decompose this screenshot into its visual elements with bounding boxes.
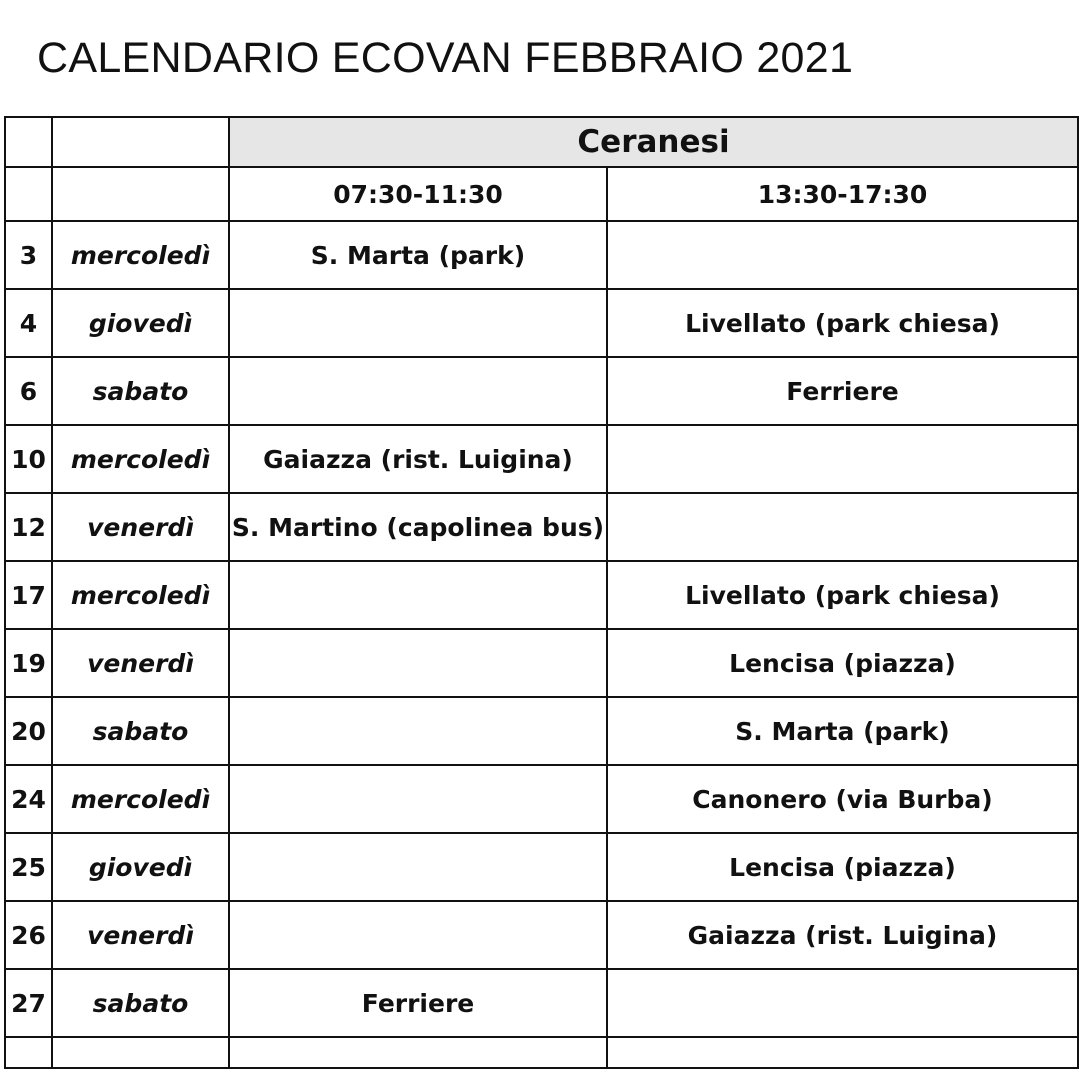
table-row: [5, 765, 1078, 833]
day-number: 6: [5, 357, 52, 425]
afternoon-location: [607, 425, 1078, 493]
header-row-slots: [5, 167, 1078, 221]
table-row: [5, 357, 1078, 425]
empty-cell: [52, 1037, 229, 1068]
weekday: venerdì: [52, 493, 229, 561]
morning-location: [229, 765, 607, 833]
day-number: 19: [5, 629, 52, 697]
morning-location: [229, 561, 607, 629]
weekday: sabato: [52, 357, 229, 425]
morning-location: Ferriere: [229, 969, 607, 1037]
header-empty-cell: [52, 117, 229, 167]
table-row: [5, 901, 1078, 969]
header-row-region: [5, 117, 1078, 167]
morning-location: Gaiazza (rist. Luigina): [229, 425, 607, 493]
slot-header-afternoon: 13:30-17:30: [607, 167, 1078, 221]
schedule-table: [4, 116, 1079, 1069]
day-number: 4: [5, 289, 52, 357]
afternoon-location: Livellato (park chiesa): [607, 289, 1078, 357]
weekday: sabato: [52, 697, 229, 765]
table-row: [5, 493, 1078, 561]
weekday: giovedì: [52, 289, 229, 357]
header-empty-cell: [5, 117, 52, 167]
table-row: [5, 697, 1078, 765]
weekday: mercoledì: [52, 425, 229, 493]
table-row: [5, 289, 1078, 357]
weekday: mercoledì: [52, 221, 229, 289]
afternoon-location: Ferriere: [607, 357, 1078, 425]
afternoon-location: [607, 493, 1078, 561]
table-row: [5, 833, 1078, 901]
day-number: 27: [5, 969, 52, 1037]
empty-cell: [607, 1037, 1078, 1068]
afternoon-location: [607, 221, 1078, 289]
day-number: 25: [5, 833, 52, 901]
day-number: 26: [5, 901, 52, 969]
slot-header-morning: 07:30-11:30: [229, 167, 607, 221]
weekday: mercoledì: [52, 765, 229, 833]
afternoon-location: [607, 969, 1078, 1037]
afternoon-location: Canonero (via Burba): [607, 765, 1078, 833]
table-row: [5, 221, 1078, 289]
afternoon-location: S. Marta (park): [607, 697, 1078, 765]
morning-location: S. Marta (park): [229, 221, 607, 289]
page-title: CALENDARIO ECOVAN FEBBRAIO 2021: [37, 34, 854, 82]
morning-location: [229, 357, 607, 425]
day-number: 10: [5, 425, 52, 493]
morning-location: [229, 289, 607, 357]
morning-location: [229, 833, 607, 901]
morning-location: [229, 629, 607, 697]
day-number: 3: [5, 221, 52, 289]
weekday: mercoledì: [52, 561, 229, 629]
day-number: 17: [5, 561, 52, 629]
weekday: venerdì: [52, 901, 229, 969]
table-row: [5, 425, 1078, 493]
day-number: 20: [5, 697, 52, 765]
afternoon-location: Livellato (park chiesa): [607, 561, 1078, 629]
morning-location: [229, 901, 607, 969]
afternoon-location: Gaiazza (rist. Luigina): [607, 901, 1078, 969]
day-number: 12: [5, 493, 52, 561]
header-empty-cell: [52, 167, 229, 221]
empty-cell: [229, 1037, 607, 1068]
weekday: sabato: [52, 969, 229, 1037]
table-row: [5, 629, 1078, 697]
empty-row: [5, 1037, 1078, 1068]
morning-location: S. Martino (capolinea bus): [229, 493, 607, 561]
weekday: venerdì: [52, 629, 229, 697]
weekday: giovedì: [52, 833, 229, 901]
table-row: [5, 969, 1078, 1037]
morning-location: [229, 697, 607, 765]
afternoon-location: Lencisa (piazza): [607, 629, 1078, 697]
day-number: 24: [5, 765, 52, 833]
afternoon-location: Lencisa (piazza): [607, 833, 1078, 901]
table-row: [5, 561, 1078, 629]
region-header: Ceranesi: [229, 117, 1078, 167]
empty-cell: [5, 1037, 52, 1068]
header-empty-cell: [5, 167, 52, 221]
